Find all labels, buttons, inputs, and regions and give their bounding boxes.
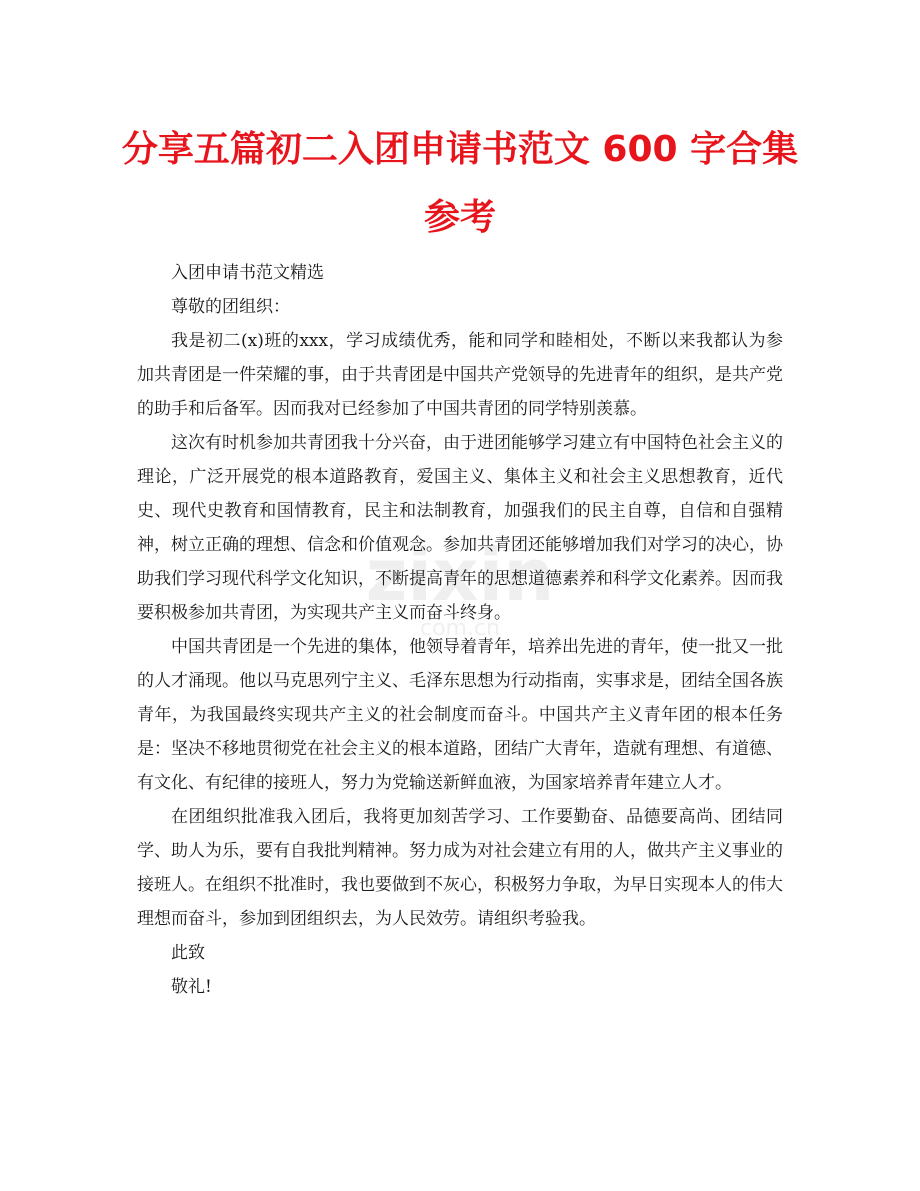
document-title-line-1: 分享五篇初二入团申请书范文 600 字合集: [121, 129, 799, 170]
body-paragraph: 在团组织批准我入团后，我将更加刻苦学习、工作要勤奋、品德要高尚、团结同学、助人为乐，要有自我批判精神。努力成为对社会建立有用的人，做共产主义事业的接班人。在组织不批准时，我也要做到不灰心，积极努力争取，为早日实现本人的伟大理想而奋斗，参加到团组织去，为人民效劳。请组织考验我。: [137, 807, 783, 929]
body-closing-salute: 敬礼!: [171, 977, 212, 997]
body-paragraph-heading: 入团申请书范文精选: [171, 263, 324, 283]
body-paragraph-salutation: 尊敬的团组织：: [171, 297, 290, 317]
watermark-subtext: com.cn: [419, 616, 501, 641]
body-closing: 此致: [171, 943, 205, 963]
body-paragraph: 中国共青团是一个先进的集体，他领导着青年，培养出先进的青年，使一批又一批的人才涌现。他以马克思列宁主义、毛泽东思想为行动指南，实事求是，团结全国各族青年，为我国最终实现共产主义的社会制度而奋斗。中国共产主义青年团的根本任务是：坚决不移地贯彻党在社会主义的根本道路，团结广大青年，造就有理想、有道德、有文化、有纪律的接班人，努力为党输送新鲜血液，为国家培养青年建立人才。: [137, 637, 783, 793]
watermark-text: zixin: [365, 533, 555, 617]
body-paragraph: 这次有时机参加共青团我十分兴奋，由于进团能够学习建立有中国特色社会主义的理论，广泛开展党的根本道路教育，爱国主义、集体主义和社会主义思想教育，近代史、现代史教育和国情教育，民主和法制教育，加强我们的民主自尊，自信和自强精神，树立正确的理想、信念和价值观念。参加共青团还能够增加我们对学习的决心，协助我们学习现代科学文化知识，不断提高青年的思想道德素养和科学文化素养。因而我要积极参加共青团，为实现共产主义而奋斗终身。: [137, 433, 783, 623]
document-title-line-2: 参考: [423, 197, 496, 238]
body-paragraph: 我是初二(x)班的xxx，学习成绩优秀，能和同学和睦相处，不断以来我都认为参加共青团是一件荣耀的事，由于共青团是中国共产党领导的先进青年的组织，是共产党的助手和后备军。因而我对已经参加了中国共青团的同学特别羡慕。: [137, 331, 783, 419]
document-body: [137, 256, 783, 1004]
